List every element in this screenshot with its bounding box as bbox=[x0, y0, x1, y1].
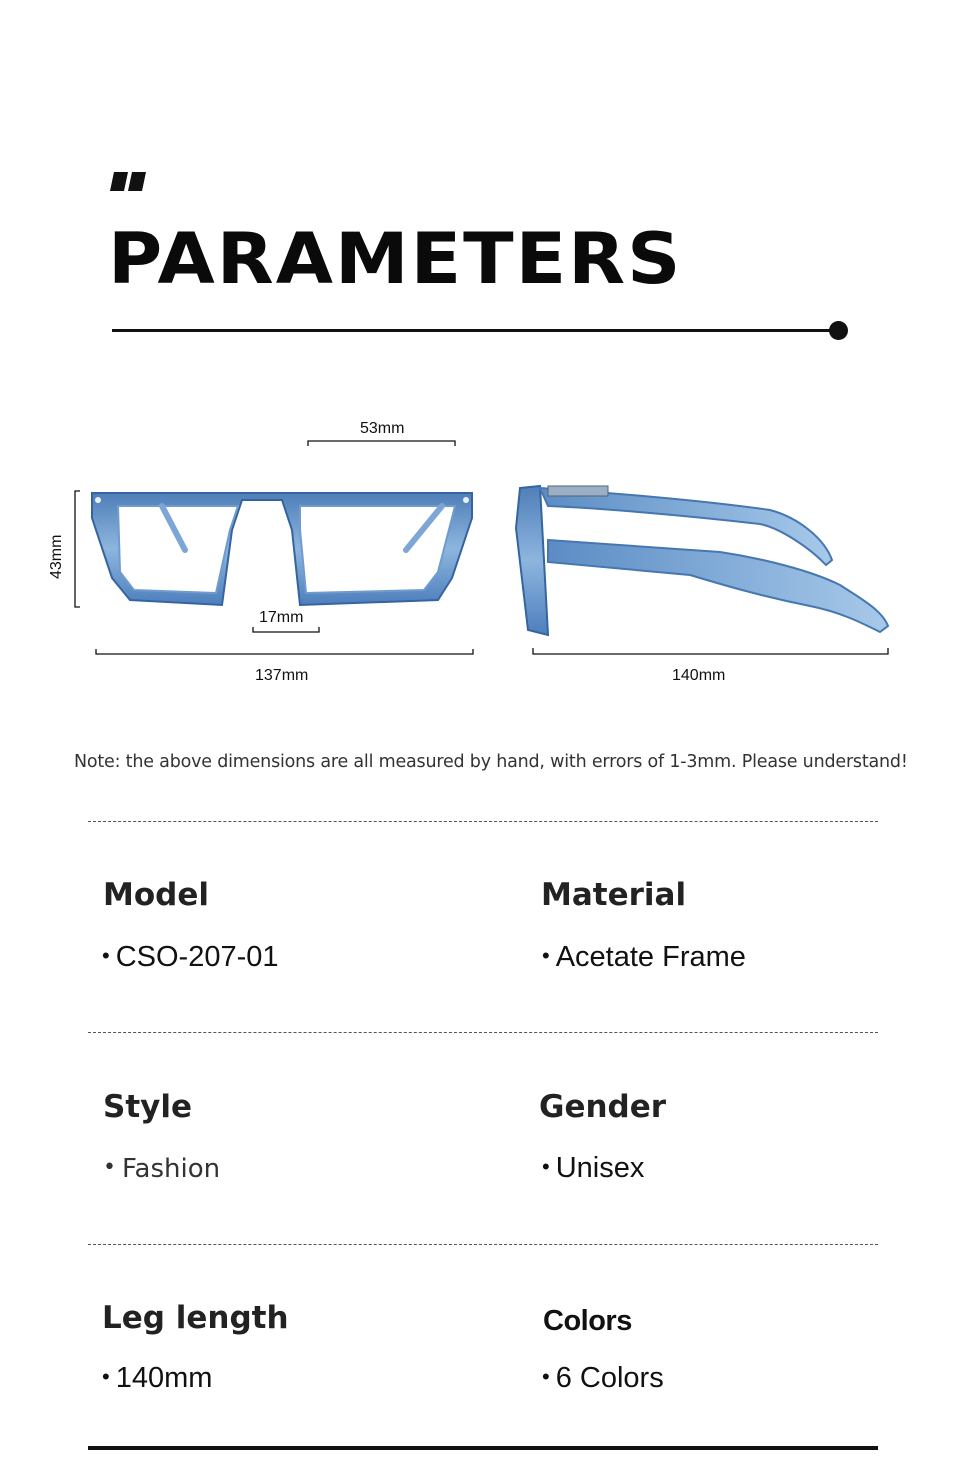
lens-width-label: 53mm bbox=[360, 420, 405, 437]
lens-height-label: 43mm bbox=[48, 534, 65, 579]
glasses-diagram bbox=[0, 400, 960, 700]
divider bbox=[88, 821, 878, 822]
leg-length-heading: Leg length bbox=[102, 1300, 289, 1336]
bullet-icon: • bbox=[542, 1154, 550, 1179]
gender-value: • Unisex bbox=[542, 1152, 645, 1184]
divider bbox=[88, 1032, 878, 1033]
style-value: • Fashion bbox=[103, 1154, 221, 1184]
gender-heading: Gender bbox=[539, 1089, 667, 1125]
material-heading: Material bbox=[541, 877, 687, 913]
bullet-icon: • bbox=[103, 1155, 116, 1180]
quote-mark-icon bbox=[110, 172, 150, 192]
bridge-label: 17mm bbox=[259, 609, 304, 626]
bullet-icon: • bbox=[102, 1364, 110, 1389]
colors-heading: Colors bbox=[543, 1305, 632, 1337]
leg-length-value: • 140mm bbox=[102, 1362, 213, 1394]
material-value: • Acetate Frame bbox=[542, 941, 746, 973]
measurement-note: Note: the above dimensions are all measured by hand, with errors of 1-3mm. Please understand! bbox=[74, 752, 908, 772]
front-view-frame bbox=[92, 493, 472, 605]
bottom-divider bbox=[88, 1446, 878, 1450]
colors-value: • 6 Colors bbox=[542, 1362, 664, 1394]
style-heading: Style bbox=[103, 1089, 193, 1125]
bullet-icon: • bbox=[542, 943, 550, 968]
title-divider bbox=[112, 329, 836, 332]
page-title: PARAMETERS bbox=[108, 218, 683, 300]
dimension-lines-side bbox=[533, 648, 888, 654]
frame-width-label: 137mm bbox=[255, 667, 309, 684]
title-divider-dot bbox=[829, 321, 848, 340]
divider bbox=[88, 1244, 878, 1245]
temple-length-label: 140mm bbox=[672, 667, 726, 684]
bullet-icon: • bbox=[542, 1364, 550, 1389]
bullet-icon: • bbox=[102, 943, 110, 968]
model-value: • CSO-207-01 bbox=[102, 941, 279, 973]
model-heading: Model bbox=[103, 877, 209, 913]
side-view-frame bbox=[516, 486, 888, 635]
